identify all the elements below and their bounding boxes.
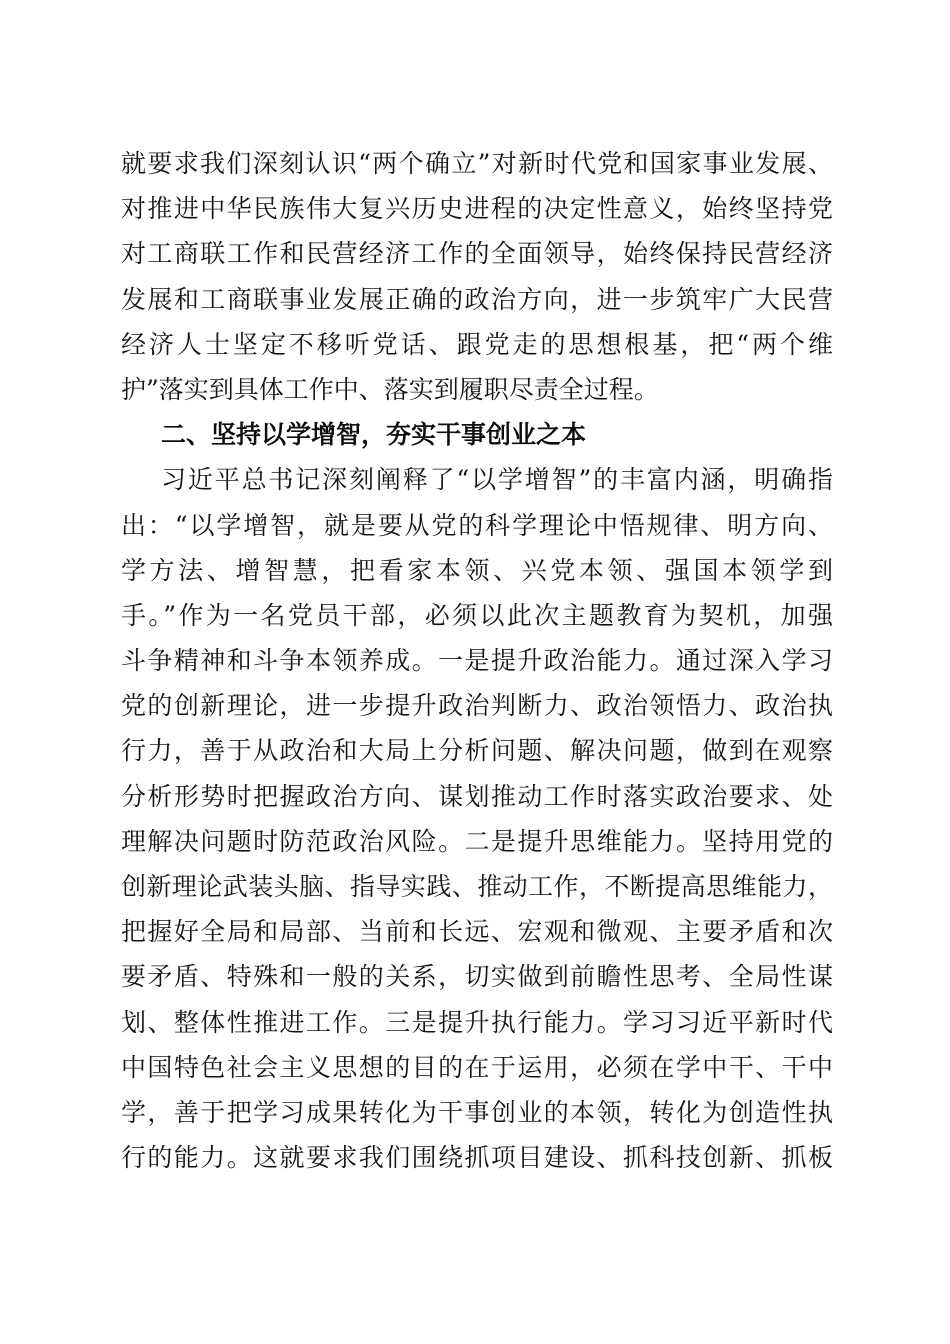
text-line: 行的能力。这就要求我们围绕抓项目建设、抓科技创新、抓板 (121, 1143, 833, 1173)
text-line: 要矛盾、特殊和一般的关系，切实做到前瞻性思考、全局性谋 (121, 962, 833, 992)
text-line: 划、整体性推进工作。三是提升执行能力。学习习近平新时代 (121, 1007, 833, 1037)
text-line: 学，善于把学习成果转化为干事创业的本领，转化为创造性执 (121, 1097, 833, 1127)
text-line: 党的创新理论，进一步提升政治判断力、政治领悟力、政治执 (121, 691, 833, 721)
text-line: 对工商联工作和民营经济工作的全面领导，始终保持民营经济 (121, 239, 833, 269)
text-line: 中国特色社会主义思想的目的在于运用，必须在学中干、干中 (121, 1052, 833, 1082)
text-line: 经济人士坚定不移听党话、跟党走的思想根基，把“两个维 (121, 329, 833, 359)
text-line: 分析形势时把握政治方向、谋划推动工作时落实政治要求、处 (121, 781, 833, 811)
text-line: 发展和工商联事业发展正确的政治方向，进一步筑牢广大民营 (121, 284, 833, 314)
body-text (121, 141, 833, 1180)
text-line: 行力，善于从政治和大局上分析问题、解决问题，做到在观察 (121, 736, 833, 766)
text-line: 习近平总书记深刻阐释了“以学增智”的丰富内涵，明确指 (161, 465, 833, 495)
text-line: 就要求我们深刻认识“两个确立”对新时代党和国家事业发展、 (121, 149, 833, 178)
text-line: 把握好全局和局部、当前和长远、宏观和微观、主要矛盾和次 (121, 917, 833, 947)
text-line: 学方法、增智慧，把看家本领、兴党本领、强国本领学到 (121, 555, 833, 585)
text-line: 斗争精神和斗争本领养成。一是提升政治能力。通过深入学习 (121, 646, 833, 676)
section-heading: 二、坚持以学增智，夯实干事创业之本 (161, 420, 587, 450)
text-line: 对推进中华民族伟大复兴历史进程的决定性意义，始终坚持党 (121, 194, 833, 224)
text-line: 护”落实到具体工作中、落实到履职尽责全过程。 (121, 374, 659, 404)
text-line: 手。”作为一名党员干部，必须以此次主题教育为契机，加强 (121, 600, 833, 630)
text-line: 出：“以学增智，就是要从党的科学理论中悟规律、明方向、 (121, 510, 833, 540)
text-line: 创新理论武装头脑、指导实践、推动工作，不断提高思维能力， (121, 872, 833, 901)
text-line: 理解决问题时防范政治风险。二是提升思维能力。坚持用党的 (121, 826, 833, 856)
